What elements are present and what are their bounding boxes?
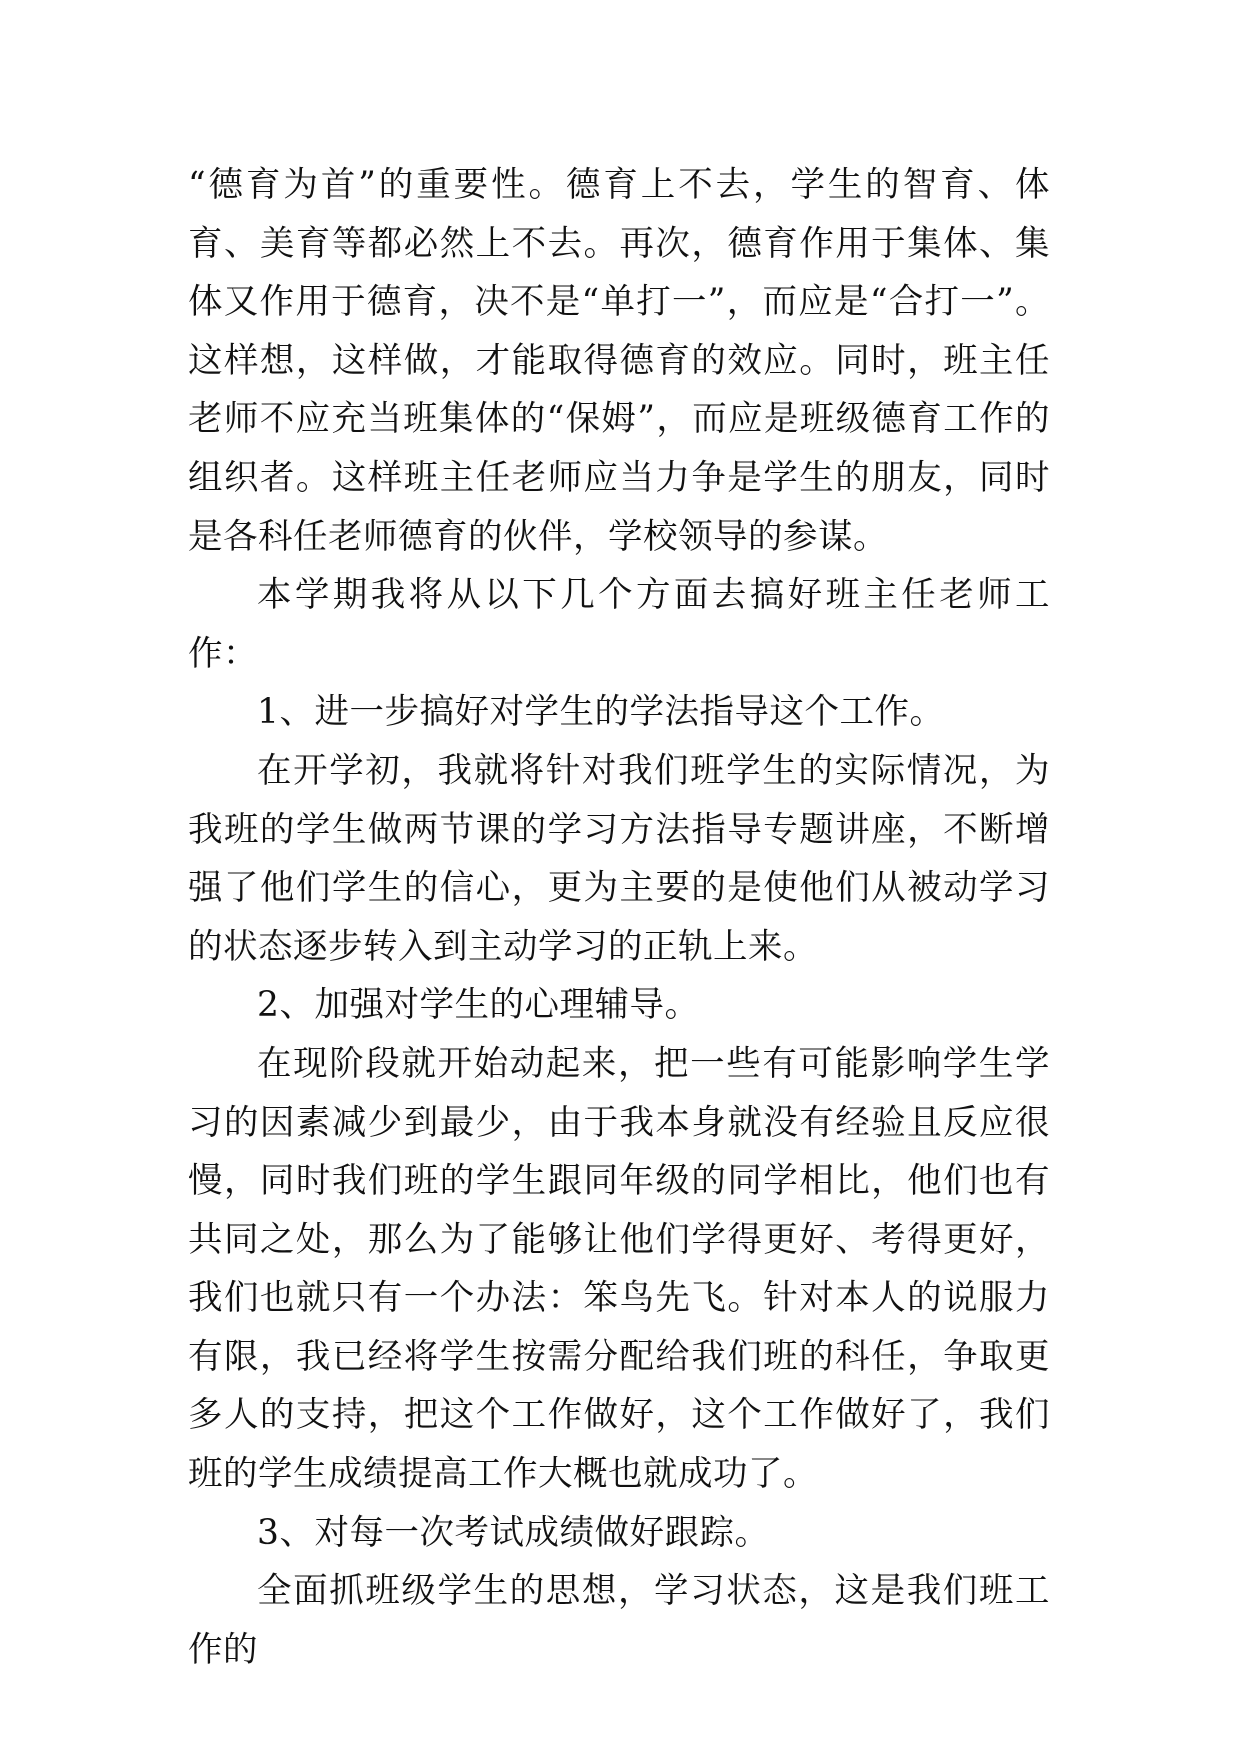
paragraph: 在开学初，我就将针对我们班学生的实际情况，为我班的学生做两节课的学习方法指导专题讲座，不断增强了他们学生的信心，更为主要的是使他们从被动学习的状态逐步转入到主动学习的正轨上来。 <box>188 750 1050 967</box>
paragraph: 全面抓班级学生的思想，学习状态，这是我们班工作的 <box>188 1571 1050 1670</box>
section-heading: 3、对每一次考试成绩做好跟踪。 <box>257 1512 770 1553</box>
paragraph: 本学期我将从以下几个方面去搞好班主任老师工作： <box>188 575 1050 674</box>
paragraph: “德育为首”的重要性。德育上不去，学生的智育、体育、美育等都必然上不去。再次，德育作用于集体、集体又作用于德育，决不是“单打一”，而应是“合打一”。这样想，这样做，才能取得德育的效应。同时，班主任老师不应充当班集体的“保姆”，而应是班级德育工作的组织者。这样班主任老师应当力争是学生的朋友，同时是各科任老师德育的伙伴，学校领导的参谋。 <box>188 165 1050 557</box>
section-heading: 1、进一步搞好对学生的学法指导这个工作。 <box>257 692 945 733</box>
section-heading: 2、加强对学生的心理辅导。 <box>257 985 700 1026</box>
document-body <box>188 156 1050 1679</box>
paragraph: 在现阶段就开始动起来，把一些有可能影响学生学习的因素减少到最少，由于我本身就没有经验且反应很慢，同时我们班的学生跟同年级的同学相比，他们也有共同之处，那么为了能够让他们学得更好、考得更好，我们也就只有一个办法：笨鸟先飞。针对本人的说服力有限，我已经将学生按需分配给我们班的科任，争取更多人的支持，把这个工作做好，这个工作做好了，我们班的学生成绩提高工作大概也就成功了。 <box>188 1043 1050 1495</box>
